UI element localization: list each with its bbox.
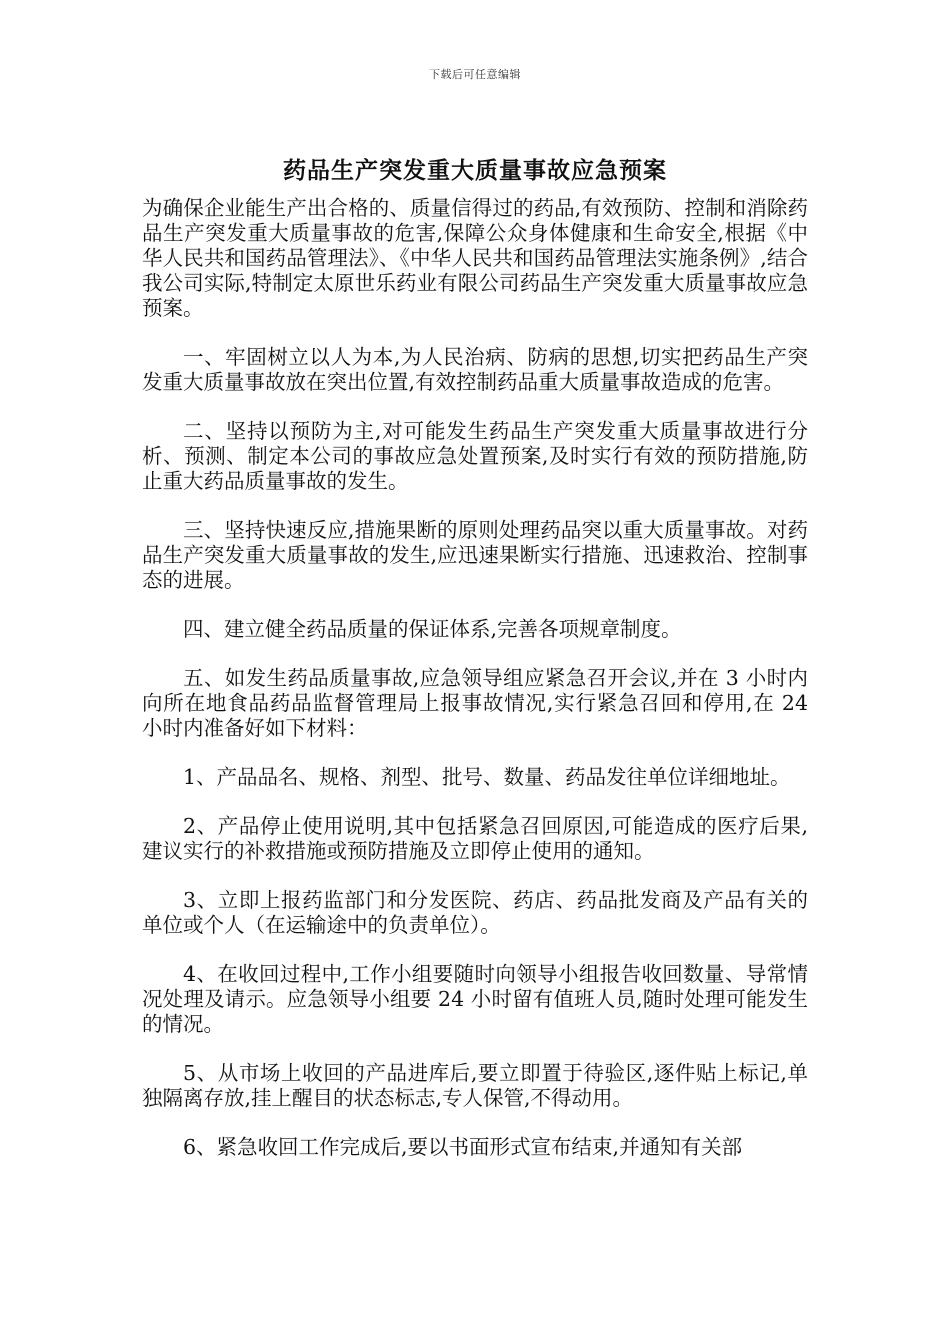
paragraph-principle-1: 一、牢固树立以人为本,为人民治病、防病的思想,切实把药品生产突发重大质量事故放在突出位置,有效控制药品重大质量事故造成的危害。 [142, 345, 808, 394]
paragraph-principle-2: 二、坚持以预防为主,对可能发生药品生产突发重大质量事故进行分析、预测、制定本公司的事故应急处置预案,及时实行有效的预防措施,防止重大药品质量事故的发生。 [142, 419, 808, 493]
document-title: 药品生产突发重大质量事故应急预案 [283, 157, 667, 184]
paragraph-item-2: 2、产品停止使用说明,其中包括紧急召回原因,可能造成的医疗后果,建议实行的补救措施或预防措施及立即停止使用的通知。 [142, 814, 808, 863]
page-header-note: 下载后可任意编辑 [429, 68, 521, 81]
paragraph-intro: 为确保企业能生产出合格的、质量信得过的药品,有效预防、控制和消除药品生产突发重大质量事故的危害,保障公众身体健康和生命安全,根据《中华人民共和国药品管理法》、《中华人民共和国药品管理法实施条例》,结合我公司实际,特制定太原世乐药业有限公司药品生产突发重大质量事故应急预案。 [142, 196, 808, 320]
paragraph-item-6: 6、紧急收回工作完成后,要以书面形式宣布结束,并通知有关部 [183, 1135, 743, 1159]
paragraph-item-5: 5、从市场上收回的产品进库后,要立即置于待验区,逐件贴上标记,单独隔离存放,挂上醒目的状态标志,专人保管,不得动用。 [142, 1061, 808, 1110]
paragraph-item-1: 1、产品品名、规格、剂型、批号、数量、药品发往单位详细地址。 [183, 765, 791, 789]
document-body [142, 196, 808, 1184]
paragraph-principle-3: 三、坚持快速反应,措施果断的原则处理药品突以重大质量事故。对药品生产突发重大质量事故的发生,应迅速果断实行措施、迅速救治、控制事态的进展。 [142, 518, 808, 592]
paragraph-principle-4: 四、建立健全药品质量的保证体系,完善各项规章制度。 [183, 617, 682, 641]
paragraph-item-3: 3、立即上报药监部门和分发医院、药店、药品批发商及产品有关的单位或个人（在运输途中的负责单位）。 [142, 888, 808, 937]
paragraph-principle-5: 五、如发生药品质量事故,应急领导组应紧急召开会议,并在 3 小时内向所在地食品药品监督管理局上报事故情况,实行紧急召回和停用,在 24 小时内准备好如下材料： [142, 666, 808, 740]
paragraph-item-4: 4、在收回过程中,工作小组要随时向领导小组报告收回数量、导常情况处理及请示。应急领导小组要 24 小时留有值班人员,随时处理可能发生的情况。 [142, 962, 808, 1036]
